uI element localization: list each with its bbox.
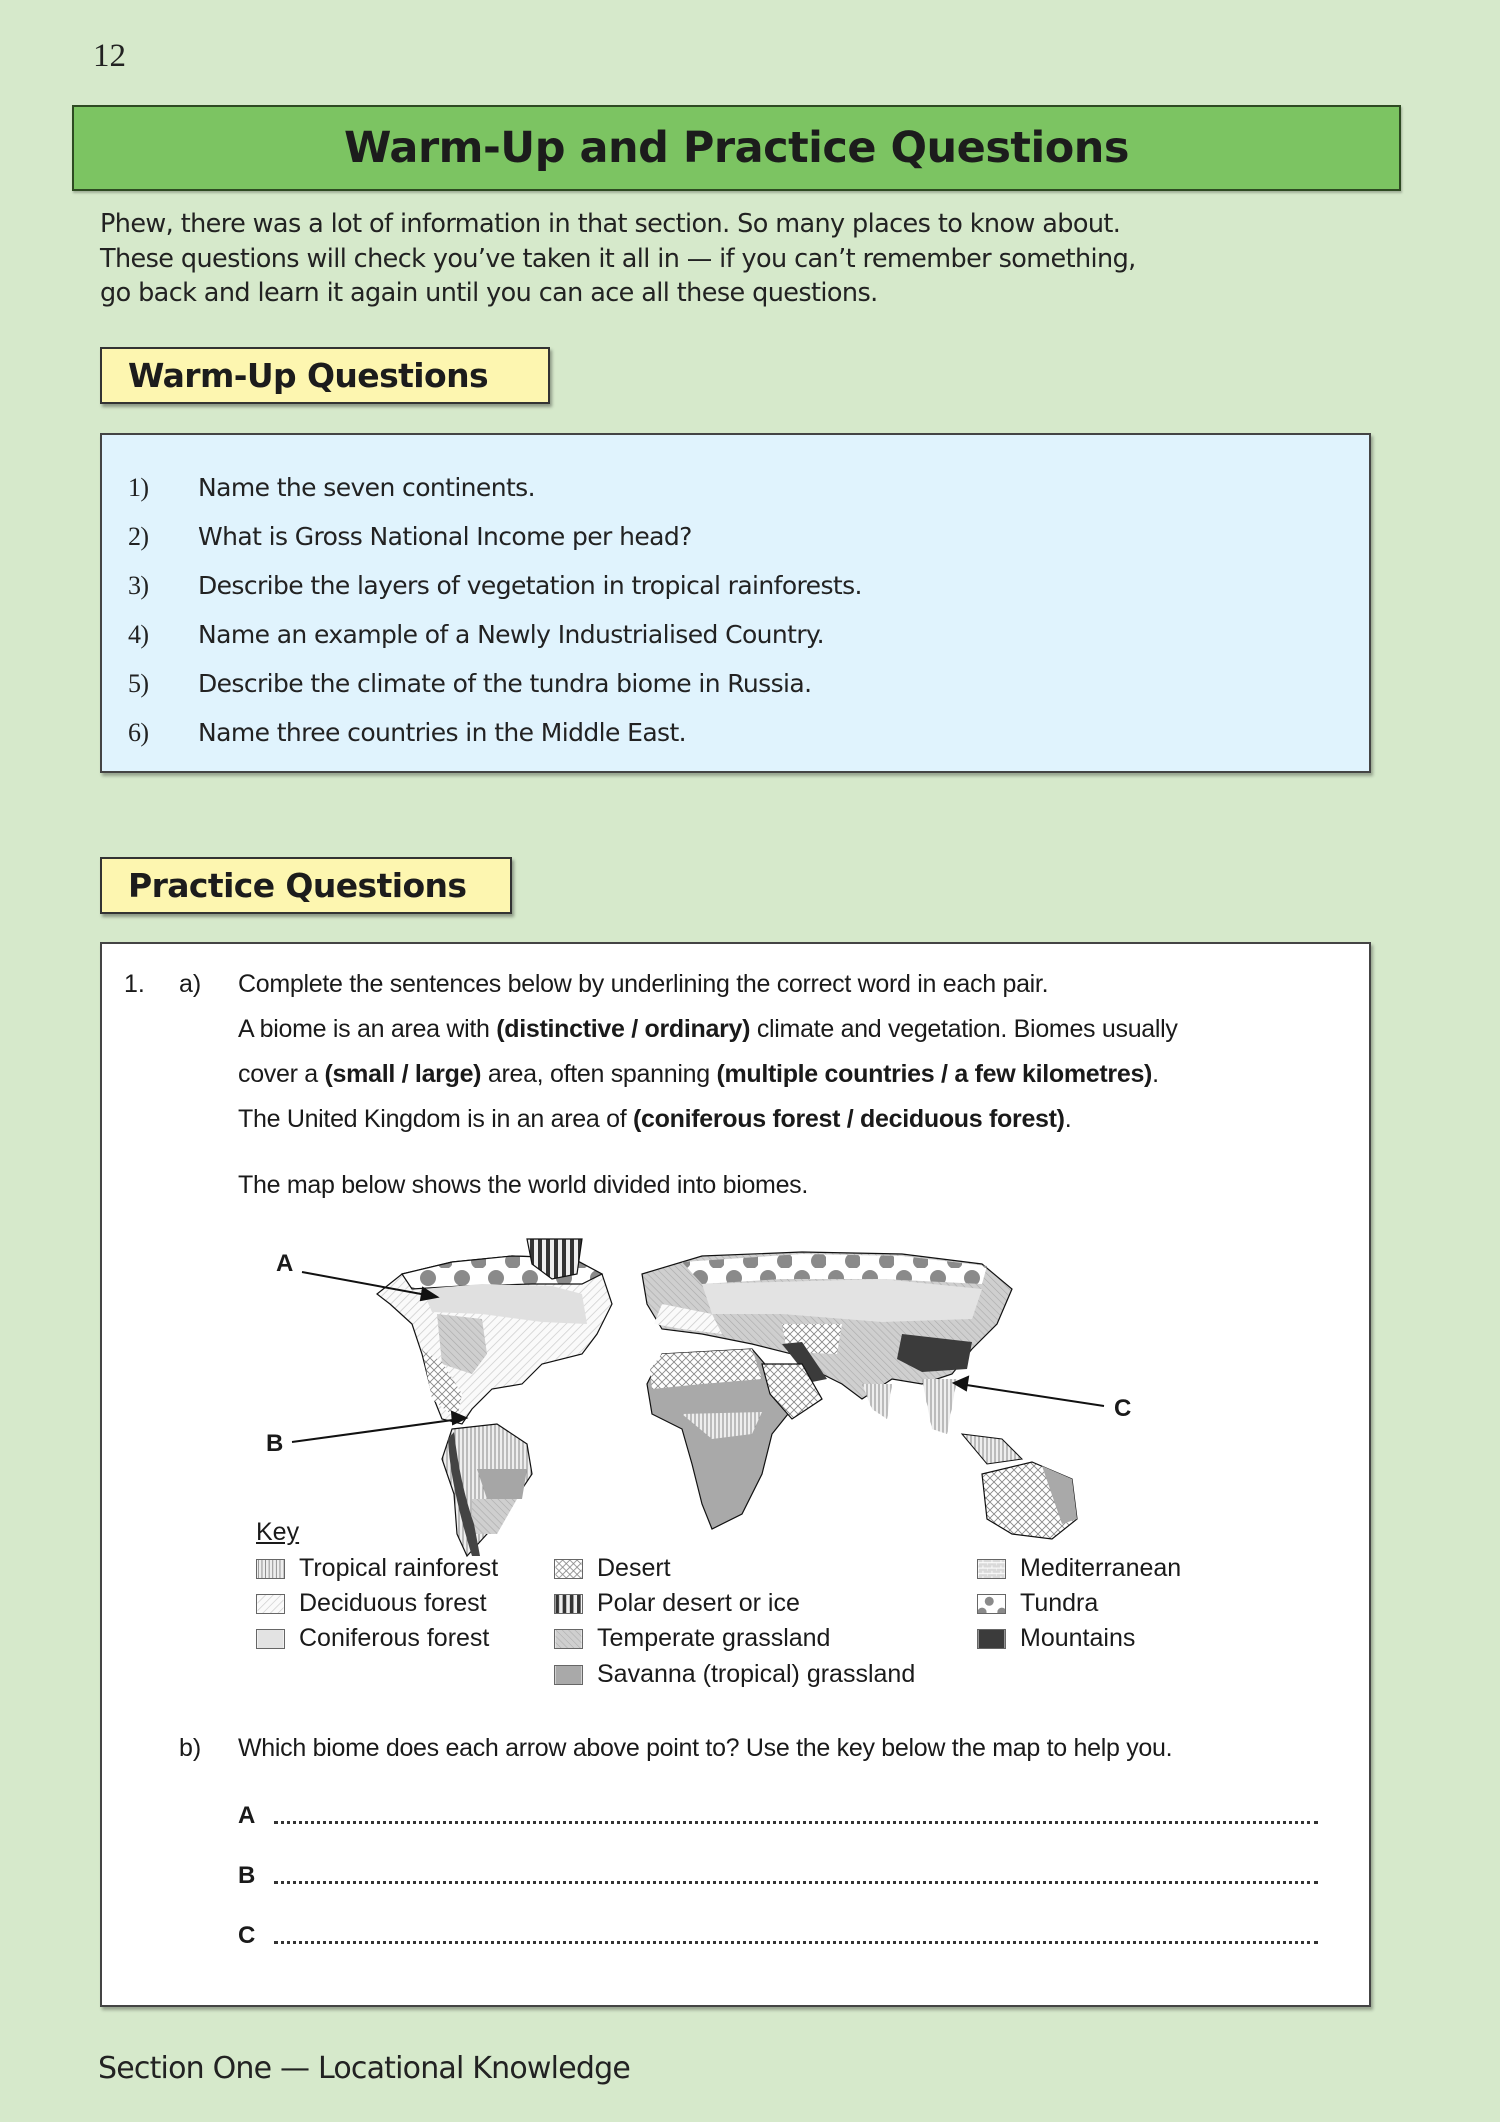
question-number: 3) <box>128 570 149 600</box>
intro-paragraph <box>100 207 1250 311</box>
key-item-polar-desert <box>554 1589 800 1618</box>
part-a-label: a) <box>179 970 202 998</box>
sentence-text: area, often spanning <box>481 1060 717 1088</box>
key-item-tropical-rainforest <box>256 1554 498 1583</box>
word-choice[interactable]: (multiple countries / a few kilometres) <box>716 1060 1153 1088</box>
section-footer: Section One — Locational Knowledge <box>98 2051 631 2086</box>
key-label: Mountains <box>1020 1624 1136 1652</box>
key-item-mediterranean <box>977 1554 1181 1583</box>
question-number: 1. <box>124 970 145 998</box>
page-title: Warm-Up and Practice Questions <box>344 123 1129 173</box>
key-label: Tundra <box>1020 1589 1099 1617</box>
question-text: Describe the climate of the tundra biome in Russia. <box>198 669 812 698</box>
key-item-desert <box>554 1554 671 1583</box>
swatch-crosshatch-icon <box>554 1559 583 1579</box>
warmup-question <box>128 708 862 757</box>
warmup-question <box>128 659 862 708</box>
question-number: 2) <box>128 521 149 551</box>
swatch-vertical-lines-icon <box>256 1559 285 1579</box>
warmup-heading-text: Warm-Up Questions <box>128 356 489 395</box>
intro-line: Phew, there was a lot of information in that section. So many places to know about. <box>100 209 1121 239</box>
question-text: What is Gross National Income per head? <box>198 522 692 551</box>
arrow-c <box>954 1377 1104 1406</box>
answer-row-a[interactable] <box>238 1802 1318 1830</box>
sentence-2 <box>238 1060 1159 1089</box>
practice-questions-box <box>100 942 1371 2007</box>
key-item-temperate-grassland <box>554 1624 830 1653</box>
sentence-text: cover a <box>238 1060 325 1088</box>
swatch-dark-bars-icon <box>554 1594 583 1614</box>
question-text: Name three countries in the Middle East. <box>198 718 687 747</box>
key-label: Coniferous forest <box>299 1624 490 1652</box>
question-text: Describe the layers of vegetation in tropical rainforests. <box>198 571 862 600</box>
map-label-a: A <box>276 1250 294 1277</box>
answer-line-c[interactable] <box>274 1940 1318 1944</box>
australia <box>982 1462 1077 1539</box>
north-america <box>377 1239 612 1424</box>
sentence-text: The United Kingdom is in an area of <box>238 1105 633 1133</box>
swatch-light-diagonal-icon <box>256 1594 285 1614</box>
key-label: Mediterranean <box>1020 1554 1182 1582</box>
question-number: 6) <box>128 717 149 747</box>
sentence-text: A biome is an area with <box>238 1015 497 1043</box>
answer-line-a[interactable] <box>274 1820 1318 1824</box>
map-label-c: C <box>1114 1395 1132 1422</box>
question-text: Name an example of a Newly Industrialised Country. <box>198 620 825 649</box>
key-label: Desert <box>597 1554 671 1582</box>
answer-line-b[interactable] <box>274 1880 1318 1884</box>
warmup-question <box>128 561 862 610</box>
part-b-label: b) <box>179 1734 202 1762</box>
key-item-mountains <box>977 1624 1135 1653</box>
swatch-light-grey-icon <box>256 1629 285 1649</box>
southeast-asia-islands <box>962 1434 1022 1464</box>
warmup-questions-box <box>100 433 1371 773</box>
page-number: 12 <box>93 38 126 74</box>
key-label: Temperate grassland <box>597 1624 831 1652</box>
answer-row-b[interactable] <box>238 1862 1318 1890</box>
swatch-brick-icon <box>977 1559 1006 1579</box>
sentence-3 <box>238 1105 1071 1134</box>
key-item-savanna <box>554 1660 915 1689</box>
question-text: Name the seven continents. <box>198 473 535 502</box>
warmup-heading <box>100 347 550 404</box>
word-choice[interactable]: (coniferous forest / deciduous forest) <box>633 1105 1065 1133</box>
page-title-bar <box>72 105 1401 191</box>
key-label: Polar desert or ice <box>597 1589 800 1617</box>
warmup-question <box>128 512 862 561</box>
swatch-dark-grey-icon <box>977 1629 1006 1649</box>
question-number: 5) <box>128 668 149 698</box>
warmup-question <box>128 463 862 512</box>
map-label-b: B <box>266 1430 284 1457</box>
answer-letter: A <box>238 1802 256 1829</box>
answer-letter: B <box>238 1862 256 1889</box>
key-label: Deciduous forest <box>299 1589 487 1617</box>
sentence-text: . <box>1064 1105 1072 1133</box>
part-b-instruction: Which biome does each arrow above point to? Use the key below the map to help you. <box>238 1734 1173 1762</box>
south-america <box>442 1424 532 1556</box>
arrow-b <box>292 1412 466 1442</box>
key-item-deciduous-forest <box>256 1589 487 1618</box>
map-key-title: Key <box>256 1518 300 1546</box>
key-label: Savanna (tropical) grassland <box>597 1660 916 1688</box>
key-item-coniferous-forest <box>256 1624 489 1653</box>
word-choice[interactable]: (small / large) <box>324 1060 482 1088</box>
practice-heading-text: Practice Questions <box>128 866 467 905</box>
key-item-tundra <box>977 1589 1098 1618</box>
question-number: 1) <box>128 472 149 502</box>
part-a-instruction: Complete the sentences below by underlining the correct word in each pair. <box>238 970 1049 998</box>
question-number: 4) <box>128 619 149 649</box>
sentence-text: climate and vegetation. Biomes usually <box>750 1015 1178 1043</box>
intro-line: These questions will check you’ve taken it all in — if you can’t remember something, <box>100 243 1136 274</box>
answer-letter: C <box>238 1922 256 1949</box>
swatch-dots-icon <box>977 1594 1006 1614</box>
word-choice[interactable]: (distinctive / ordinary) <box>496 1015 751 1043</box>
answer-row-c[interactable] <box>238 1922 1318 1950</box>
map-intro: The map below shows the world divided into biomes. <box>238 1171 809 1199</box>
swatch-grey-diagonal-icon <box>554 1629 583 1649</box>
key-label: Tropical rainforest <box>299 1554 499 1582</box>
warmup-question-list <box>128 463 862 757</box>
warmup-question <box>128 610 862 659</box>
practice-heading <box>100 857 512 914</box>
sentence-text: . <box>1152 1060 1159 1088</box>
sentence-1 <box>238 1015 1178 1044</box>
intro-line: go back and learn it again until you can ace all these questions. <box>100 278 878 308</box>
swatch-mid-grey-icon <box>554 1665 583 1685</box>
